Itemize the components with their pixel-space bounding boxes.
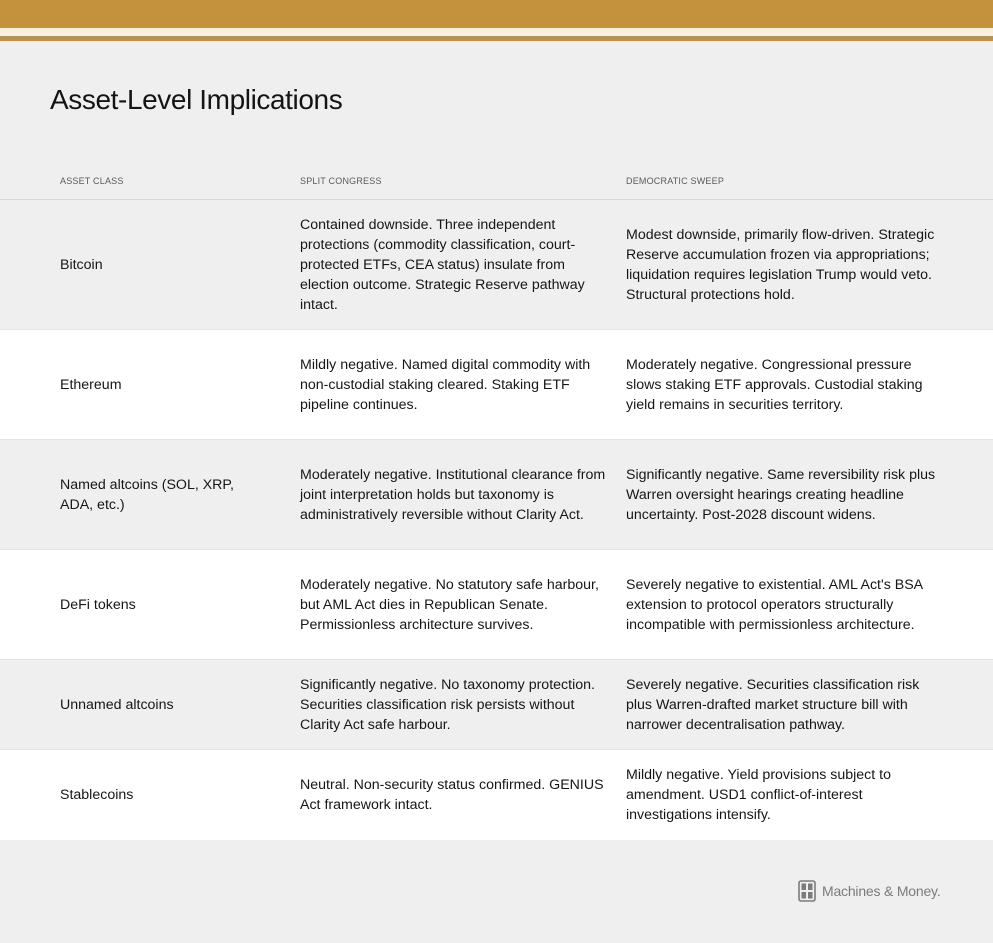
- cell-asset-class: Bitcoin: [60, 257, 103, 273]
- cell-split-congress: Moderately negative. Institutional clearance from joint interpretation holds but taxonomy is administratively reversible without Clarity Act.: [300, 467, 606, 523]
- header-accent-gap: [0, 28, 993, 36]
- column-header-democratic-sweep: DEMOCRATIC SWEEP: [626, 176, 725, 186]
- cell-asset-class: Ethereum: [60, 377, 122, 393]
- header-accent-stripe: [0, 36, 993, 41]
- cell-democratic-sweep: Moderately negative. Congressional pressure slows staking ETF approvals. Custodial staking yield remains in securities territory.: [626, 357, 923, 413]
- cell-asset-class: DeFi tokens: [60, 597, 136, 613]
- header-accent-band: [0, 0, 993, 28]
- cell-split-congress: Moderately negative. No statutory safe harbour, but AML Act dies in Republican Senate. Permissionless architecture survives.: [300, 577, 599, 633]
- machines-money-logo-icon: [798, 880, 816, 902]
- cell-asset-class: Stablecoins: [60, 787, 134, 803]
- table-row-unnamed-altcoins: [0, 660, 993, 750]
- table-row-stablecoins: [0, 750, 993, 840]
- cell-democratic-sweep: Severely negative. Securities classification risk plus Warren-drafted market structure bill with narrower decentralisation pathway.: [626, 677, 920, 733]
- cell-asset-class: Named altcoins (SOL, XRP, ADA, etc.): [60, 477, 235, 513]
- cell-democratic-sweep: Severely negative to existential. AML Act's BSA extension to protocol operators structurally incompatible with permissionless architecture.: [626, 577, 923, 633]
- table-row-bitcoin: [0, 200, 993, 330]
- cell-split-congress: Mildly negative. Named digital commodity with non-custodial staking cleared. Staking ETF pipeline continues.: [300, 357, 591, 413]
- table-row-named-altcoins: [0, 440, 993, 550]
- cell-asset-class: Unnamed altcoins: [60, 697, 174, 713]
- cell-democratic-sweep: Mildly negative. Yield provisions subject to amendment. USD1 conflict-of-interest investigations intensify.: [626, 767, 891, 823]
- table-row-ethereum: [0, 330, 993, 440]
- cell-split-congress: Contained downside. Three independent protections (commodity classification, court-protected ETFs, CEA status) insulate from election outcome. Strategic Reserve pathway intact.: [300, 217, 585, 313]
- page-title: Asset-Level Implications: [50, 84, 343, 115]
- implications-table: [0, 160, 993, 840]
- cell-democratic-sweep: Modest downside, primarily flow-driven. Strategic Reserve accumulation frozen via appropriations; liquidation requires legislation Trump would veto. Structural protections hold.: [626, 227, 935, 303]
- cell-democratic-sweep: Significantly negative. Same reversibility risk plus Warren oversight hearings creating headline uncertainty. Post-2028 discount widens.: [626, 467, 936, 523]
- table-row-defi-tokens: [0, 550, 993, 660]
- footer-brand: [798, 880, 941, 902]
- table-header: [0, 160, 993, 200]
- column-header-asset-class: ASSET CLASS: [60, 176, 124, 186]
- column-header-split-congress: SPLIT CONGRESS: [300, 176, 382, 186]
- brand-name: Machines & Money.: [822, 883, 941, 899]
- cell-split-congress: Significantly negative. No taxonomy protection. Securities classification risk persists without Clarity Act safe harbour.: [300, 677, 595, 733]
- cell-split-congress: Neutral. Non-security status confirmed. GENIUS Act framework intact.: [300, 777, 604, 813]
